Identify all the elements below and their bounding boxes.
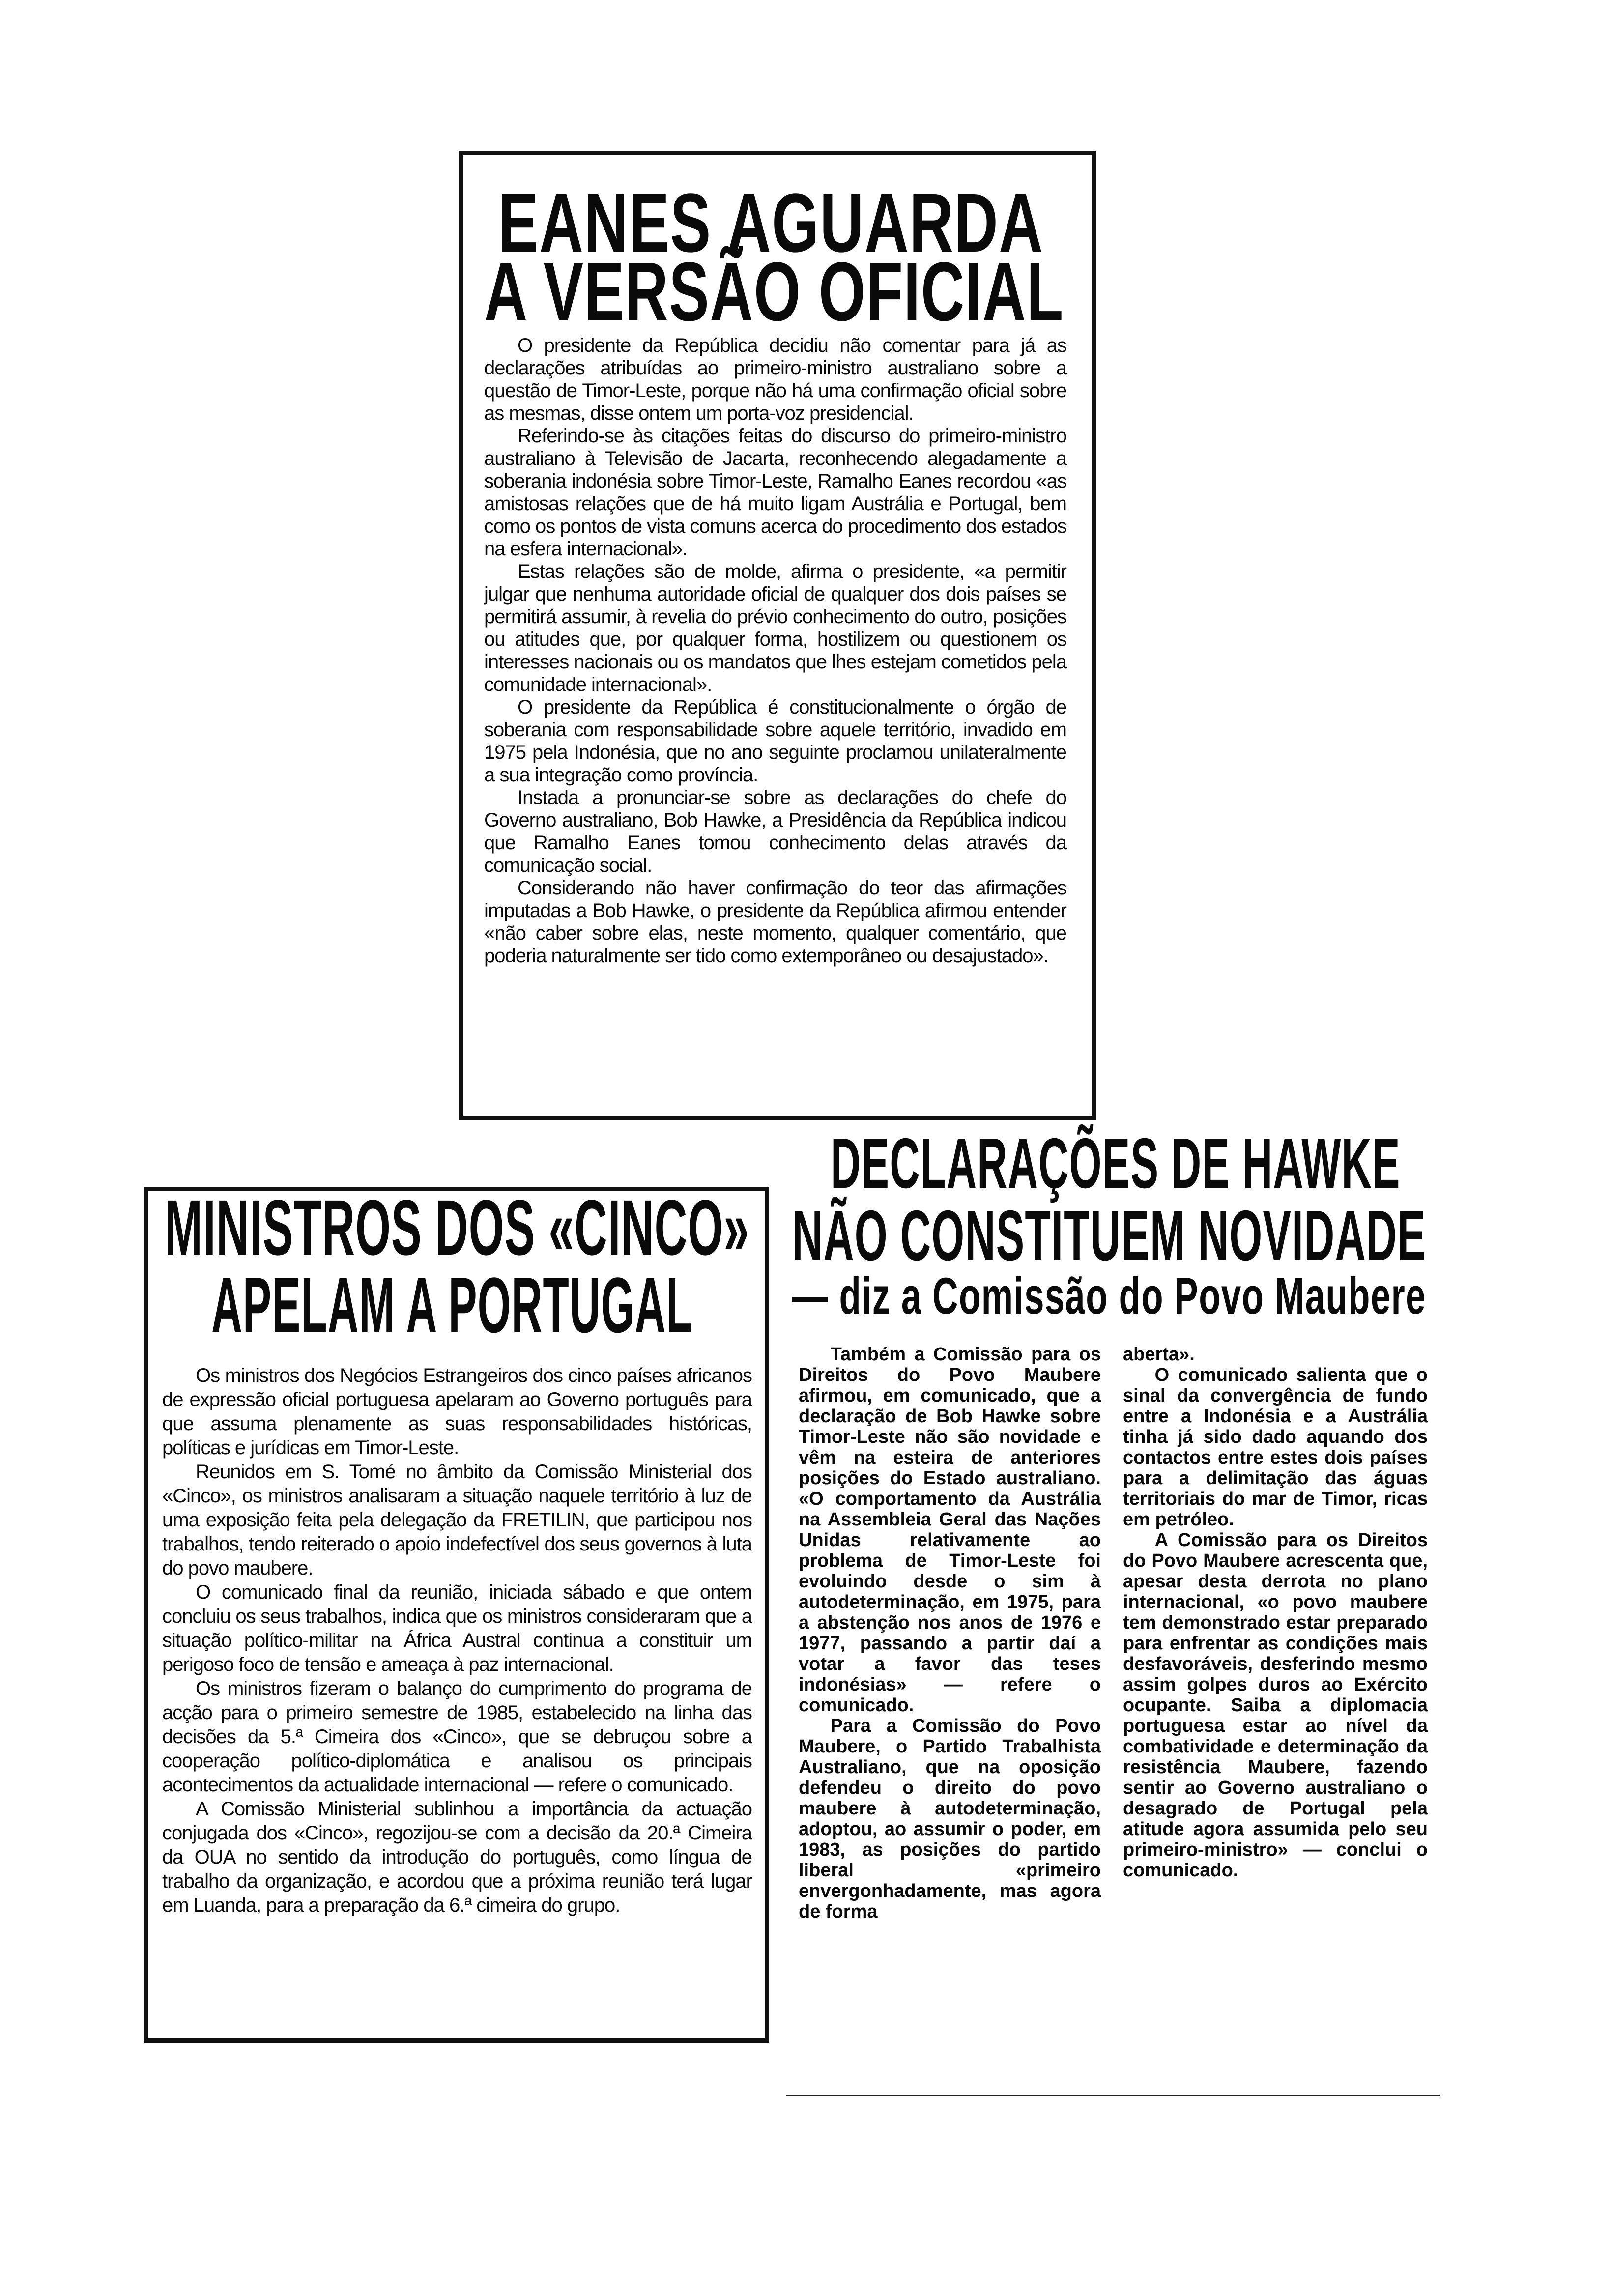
paragraph-continuation: aberta».	[1123, 1344, 1195, 1365]
paragraph: Os ministros dos Negócios Estrangeiros dos cinco países africanos de expressão oficial portuguesa apelaram ao Governo português para que assuma plenamente as suas responsabilidades históricas, políticas e jurídicas em Timor-Leste.	[162, 1365, 752, 1459]
article-cinco-headline-line1: MINISTROS DOS «CINCO»	[165, 1183, 750, 1271]
paragraph: Reunidos em S. Tomé no âmbito da Comissão Ministerial dos «Cinco», os ministros analisaram a situação naquele território à luz de uma exposição feita pela delegação da FRETILIN, que participou nos trabalhos, tendo reiterado o apoio indefectível dos seus governos à luta do povo maubere.	[162, 1461, 752, 1579]
paragraph: O presidente da República decidiu não comentar para já as declarações atribuídas ao primeiro-ministro australiano sobre a questão de Timor-Leste, porque não há uma confirmação oficial sobre as mesmas, disse ontem um porta-voz presidencial.	[484, 335, 1066, 424]
article-cinco-headline-line2: APELAM A PORTUGAL	[211, 1261, 693, 1349]
article-eanes-headline-line2: A VERSÃO OFICIAL	[484, 245, 1064, 339]
article-hawke-subheadline: — diz a Comissão do Povo Maubere	[792, 1267, 1426, 1325]
paragraph: Referindo-se às citações feitas do discurso do primeiro-ministro australiano à Televisão de Jacarta, reconhecendo alegadamente a soberania indonésia sobre Timor-Leste, Ramalho Eanes recordou «as amistosas relações que de há muito ligam Austrália e Portugal, bem como os pontos de vista comuns acerca do procedimento dos estados na esfera internacional».	[484, 425, 1066, 560]
paragraph: Estas relações são de molde, afirma o presidente, «a permitir julgar que nenhuma autoridade oficial de qualquer dos dois países se permitirá assumir, à revelia do prévio conhecimento do outro, posições ou atitudes que, por qualquer forma, hostilizem ou questionem os interesses nacionais ou os mandatos que lhes estejam cometidos pela comunidade internacional».	[484, 561, 1066, 695]
article-hawke-headline-line1: DECLARAÇÕES DE HAWKE	[831, 1123, 1401, 1203]
article-hawke-headline-line2: NÃO CONSTITUEM NOVIDADE	[792, 1196, 1426, 1275]
paragraph: A Comissão Ministerial sublinhou a importância da actuação conjugada dos «Cinco», regozijou-se com a decisão da 20.ª Cimeira da OUA no sentido da introdução do português, como língua de trabalho da organização, e acordou que a próxima reunião terá lugar em Luanda, para a preparação da 6.ª cimeira do grupo.	[162, 1798, 752, 1916]
bottom-rule	[786, 2095, 1440, 2096]
paragraph: Os ministros fizeram o balanço do cumprimento do programa de acção para o primeiro semestre de 1985, estabelecido na linha das decisões da 5.ª Cimeira dos «Cinco», que se debruçou sobre a cooperação político-diplomática e analisou os principais acontecimentos da actualidade internacional — refere o comunicado.	[162, 1678, 752, 1796]
paragraph: O comunicado salienta que o sinal da convergência de fundo entre a Indonésia e a Austrália tinha já sido dado aquando dos contactos entre estes dois países para a delimitação das águas territoriais do mar de Timor, ricas em petróleo.	[1123, 1365, 1428, 1530]
paragraph: Instada a pronunciar-se sobre as declarações do chefe do Governo australiano, Bob Hawke, a Presidência da República indicou que Ramalho Eanes tomou conhecimento delas através da comunicação social.	[484, 787, 1066, 876]
article-hawke-column-1	[799, 1344, 1101, 1922]
article-hawke-column-2	[1123, 1344, 1428, 1881]
article-eanes-headline-line1: EANES AGUARDA	[498, 176, 1044, 270]
paragraph: A Comissão para os Direitos do Povo Maubere acrescenta que, apesar desta derrota no plano internacional, «o povo maubere tem demonstrado estar preparado para enfrentar as condições mais desfavoráveis, desferindo mesmo assim golpes duros ao Exército ocupante. Saiba a diplomacia portuguesa estar ao nível da combatividade e determinação da resistência Maubere, fazendo sentir ao Governo australiano o desagrado de Portugal pela atitude agora assumida pelo seu primeiro-ministro» — conclui o comunicado.	[1123, 1530, 1428, 1881]
paragraph: Para a Comissão do Povo Maubere, o Partido Trabalhista Australiano, que na oposição defendeu o direito do povo maubere à autodeterminação, adoptou, ao assumir o poder, em 1983, as posições do partido liberal «primeiro envergonhadamente, mas agora de forma	[799, 1716, 1101, 1922]
article-cinco-body	[162, 1364, 752, 1918]
paragraph: Também a Comissão para os Direitos do Povo Maubere afirmou, em comunicado, que a declaração de Bob Hawke sobre Timor-Leste não são novidade e vêm na esteira de anteriores posições do Estado australiano. «O comportamento da Austrália na Assembleia Geral das Nações Unidas relativamente ao problema de Timor-Leste foi evoluindo desde o sim à autodeterminação, em 1975, para a abstenção nos anos de 1976 e 1977, passando a partir daí a votar a favor das teses indonésias» — refere o comunicado.	[799, 1344, 1101, 1716]
paragraph: O comunicado final da reunião, iniciada sábado e que ontem concluiu os seus trabalhos, indica que os ministros consideraram que a situação político-militar na África Austral continua a constituir um perigoso foco de tensão e ameaça à paz internacional.	[162, 1581, 752, 1675]
paragraph: Considerando não haver confirmação do teor das afirmações imputadas a Bob Hawke, o presidente da República afirmou entender «não caber sobre elas, neste momento, qualquer comentário, que poderia naturalmente ser tido como extemporâneo ou desajustado».	[484, 877, 1066, 967]
article-eanes-body	[484, 334, 1066, 967]
paragraph: O presidente da República é constitucionalmente o órgão de soberania com responsabilidade sobre aquele território, invadido em 1975 pela Indonésia, que no ano seguinte proclamou unilateralmente a sua integração como província.	[484, 696, 1066, 786]
